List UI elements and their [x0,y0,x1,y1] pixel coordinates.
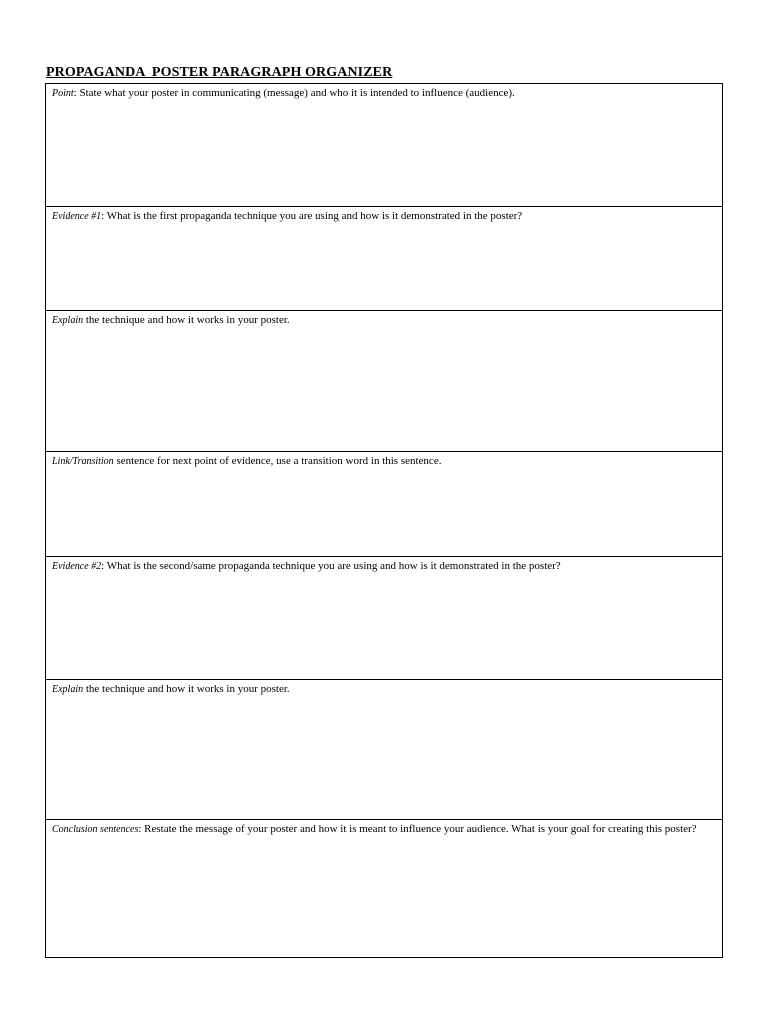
paragraph-organizer-table [45,83,723,958]
section-prompt: : What is the second/same propaganda technique you are using and how is it demonstrated in the poster? [101,560,561,572]
evidence-1-section[interactable] [46,207,722,311]
section-label: Explain [52,315,84,326]
section-label: Evidence #2 [52,561,102,572]
page-title: PROPAGANDA POSTER PARAGRAPH ORGANIZER [46,65,393,80]
section-prompt: sentence for next point of evidence, use a transition word in this sentence. [113,455,442,467]
section-label: Evidence #1 [52,211,102,222]
conclusion-section[interactable] [46,820,722,957]
section-prompt: the technique and how it works in your poster. [83,683,290,695]
point-section[interactable] [46,84,722,207]
section-prompt: the technique and how it works in your poster. [83,314,290,326]
section-prompt: : What is the first propaganda technique you are using and how is it demonstrated in the poster? [101,210,523,222]
section-label: Link/Transition [52,456,114,467]
explain-2-section[interactable] [46,680,722,820]
link-transition-section[interactable] [46,452,722,557]
section-prompt: : State what your poster in communicating (message) and who it is intended to influence (audience). [73,87,515,99]
explain-1-section[interactable] [46,311,722,452]
section-label: Conclusion sentences [52,824,139,835]
evidence-2-section[interactable] [46,557,722,680]
section-label: Point [52,88,74,99]
section-label: Explain [52,684,84,695]
section-prompt: : Restate the message of your poster and how it is meant to influence your audience. What is your goal for creating this poster? [138,823,697,835]
